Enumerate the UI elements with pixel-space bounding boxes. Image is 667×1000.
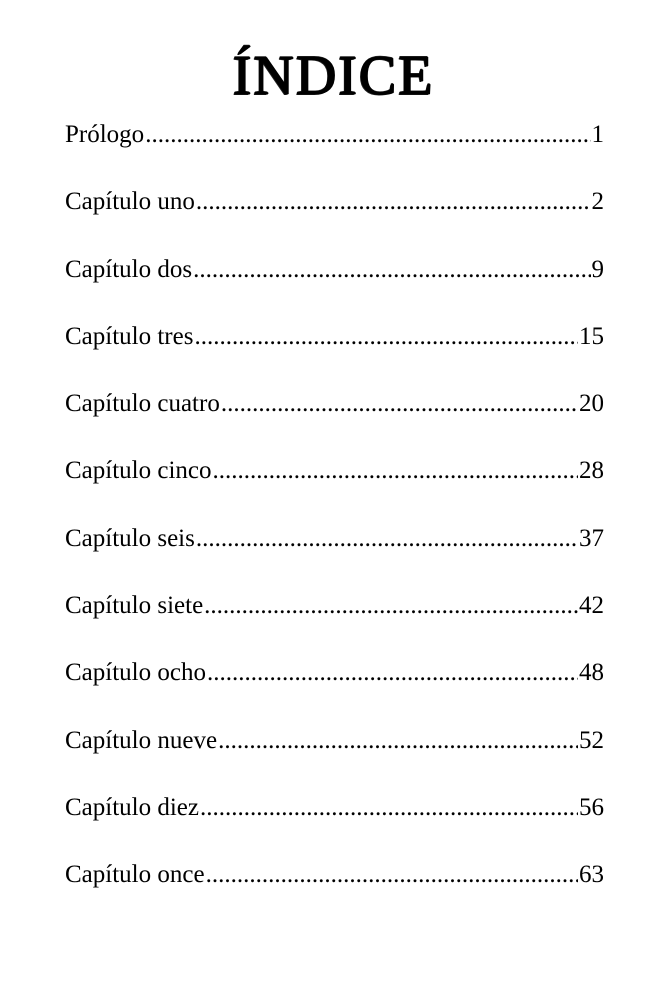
dot-leader: [213, 458, 579, 483]
toc-entry-page-number: 2: [591, 188, 604, 216]
dot-leader: [221, 391, 578, 416]
toc-entry-page-number: 28: [579, 457, 604, 485]
toc-entry-page-number: 15: [579, 322, 604, 350]
dot-leader: [207, 660, 578, 685]
toc-entry-label: Capítulo nueve: [65, 726, 218, 754]
toc-entry-page-number: 9: [591, 255, 604, 283]
page-title: ÍNDICE: [232, 45, 435, 107]
toc-entry-capitulo-tres: [65, 320, 604, 387]
toc-entry-capitulo-nueve: [65, 724, 604, 791]
toc-entry-page-number: 48: [579, 659, 604, 687]
toc-entry-capitulo-once: [65, 858, 604, 925]
dot-leader: [204, 593, 578, 618]
toc-entry-label: Capítulo uno: [65, 188, 195, 216]
toc-entry-label: Capítulo diez: [65, 793, 199, 821]
dot-leader: [145, 122, 590, 147]
toc-entry-label: Capítulo dos: [65, 255, 193, 283]
toc-entry-capitulo-diez: [65, 791, 604, 858]
toc-entry-page-number: 63: [579, 861, 604, 889]
toc-entry-page-number: 56: [579, 793, 604, 821]
table-of-contents: [65, 118, 604, 926]
toc-entry-label: Capítulo ocho: [65, 659, 206, 687]
toc-entry-label: Capítulo cinco: [65, 457, 212, 485]
toc-entry-label: Prólogo: [65, 121, 145, 148]
toc-entry-capitulo-uno: [65, 185, 604, 252]
toc-entry-capitulo-siete: [65, 589, 604, 656]
dot-leader: [196, 189, 591, 214]
dot-leader: [196, 526, 578, 551]
toc-entry-capitulo-seis: [65, 522, 604, 589]
toc-entry-page-number: 37: [579, 524, 604, 552]
toc-entry-prologo: [65, 118, 604, 185]
toc-entry-label: Capítulo tres: [65, 322, 194, 350]
toc-entry-label: Capítulo siete: [65, 592, 204, 620]
toc-entry-page-number: 42: [579, 592, 604, 620]
toc-entry-capitulo-dos: [65, 253, 604, 320]
dot-leader: [200, 795, 578, 820]
dot-leader: [206, 862, 578, 887]
toc-entry-page-number: 1: [591, 121, 604, 148]
toc-entry-page-number: 20: [579, 390, 604, 418]
toc-entry-label: Capítulo seis: [65, 524, 195, 552]
toc-entry-capitulo-cuatro: [65, 387, 604, 454]
dot-leader: [218, 728, 578, 753]
dot-leader: [193, 257, 590, 282]
toc-entry-capitulo-ocho: [65, 656, 604, 723]
toc-entry-page-number: 52: [579, 726, 604, 754]
toc-entry-label: Capítulo cuatro: [65, 390, 220, 418]
toc-entry-capitulo-cinco: [65, 454, 604, 521]
dot-leader: [194, 324, 578, 349]
toc-entry-label: Capítulo once: [65, 861, 205, 889]
